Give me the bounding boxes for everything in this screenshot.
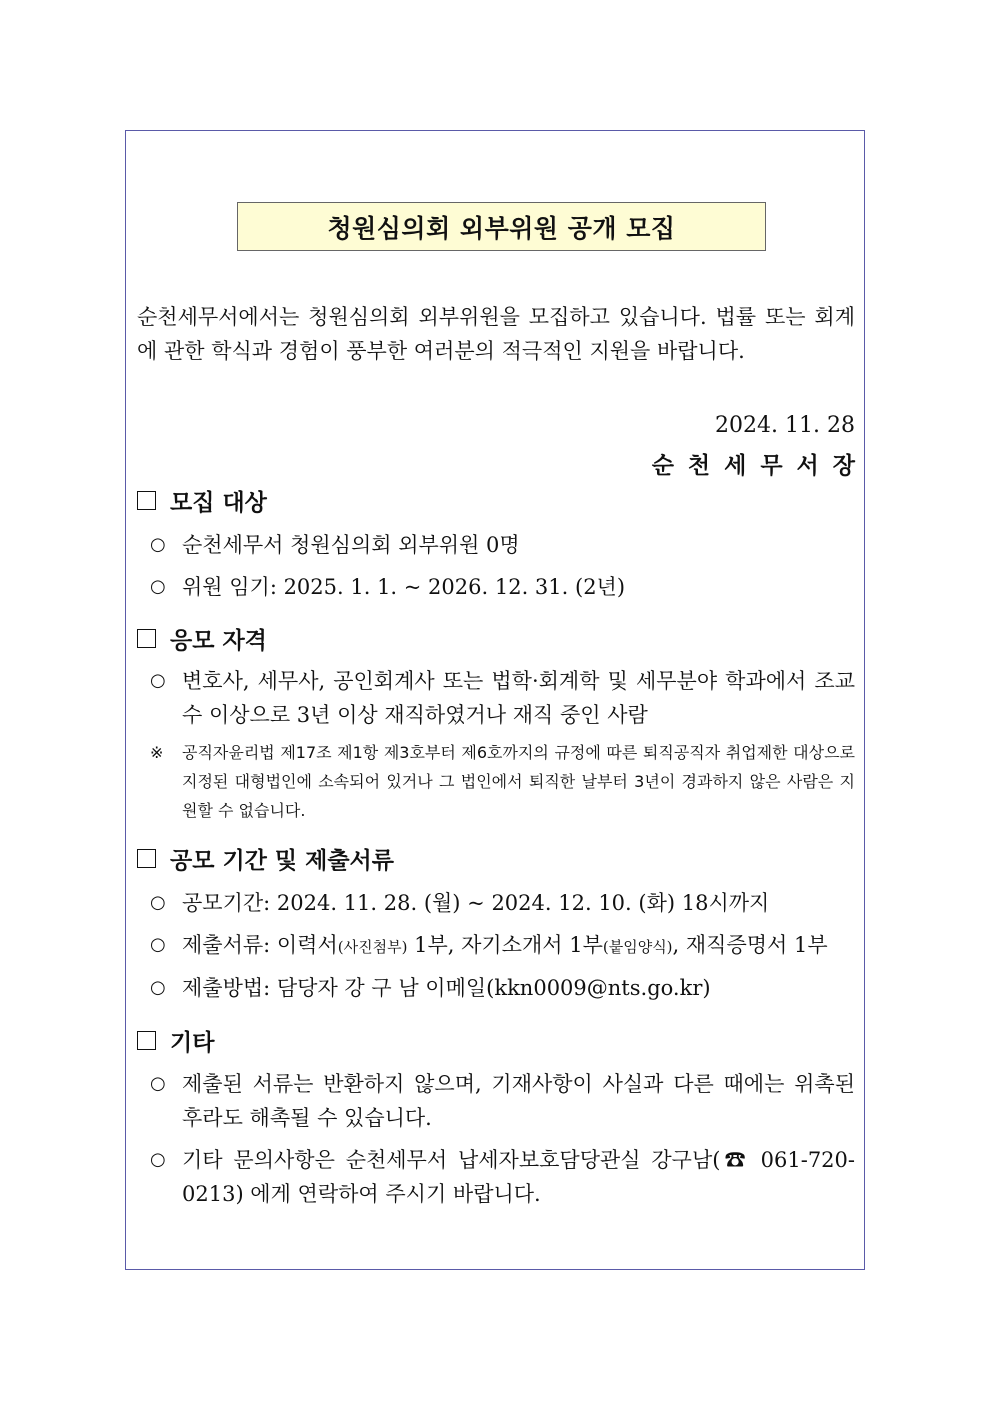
circle-bullet-icon: ○ — [150, 934, 166, 955]
circle-bullet-icon: ○ — [150, 576, 166, 597]
documents-text-a: 제출서류: 이력서 — [182, 933, 338, 957]
circle-bullet-icon: ○ — [150, 977, 166, 998]
circle-bullet-icon: ○ — [150, 1073, 166, 1094]
circle-bullet-icon: ○ — [150, 1149, 166, 1170]
list-item — [150, 1143, 855, 1211]
section-heading-recruitment-target — [137, 484, 267, 517]
list-item — [150, 928, 855, 964]
checkbox-square-icon — [137, 1031, 156, 1050]
list-item — [150, 971, 855, 1005]
issue-date: 2024. 11. 28 — [715, 413, 855, 438]
section-heading-application-period — [137, 842, 394, 875]
list-item — [150, 570, 855, 604]
checkbox-square-icon — [137, 491, 156, 510]
eligibility-note — [150, 738, 855, 825]
intro-paragraph: 순천세무서에서는 청원심의회 외부위원을 모집하고 있습니다. 법률 또는 회계에 관한 학식과 경험이 풍부한 여러분의 적극적인 지원을 바랍니다. — [137, 305, 855, 363]
list-item — [150, 1067, 855, 1135]
section-heading-label: 응모 자격 — [170, 627, 267, 654]
checkbox-square-icon — [137, 629, 156, 648]
documents-text-b: 1부, 자기소개서 1부 — [407, 933, 603, 957]
section-heading-eligibility — [137, 622, 267, 655]
list-item-text: 제출된 서류는 반환하지 않으며, 기재사항이 사실과 다른 때에는 위촉된 후라도 해촉될 수 있습니다. — [182, 1072, 855, 1130]
section-heading-label: 공모 기간 및 제출서류 — [170, 847, 394, 874]
list-item-text: 위원 임기: 2025. 1. 1. ~ 2026. 12. 31. (2년) — [182, 575, 626, 599]
list-item-text: 제출방법: 담당자 강 구 남 이메일(kkn0009@nts.go.kr) — [182, 976, 711, 1000]
list-item — [150, 528, 855, 562]
list-item-text — [182, 928, 855, 964]
reference-mark-icon: ※ — [150, 743, 164, 762]
circle-bullet-icon: ○ — [150, 670, 166, 691]
list-item-text: 순천세무서 청원심의회 외부위원 0명 — [182, 533, 520, 557]
section-heading-label: 기타 — [170, 1029, 215, 1056]
circle-bullet-icon: ○ — [150, 534, 166, 555]
checkbox-square-icon — [137, 849, 156, 868]
list-item-text: 기타 문의사항은 순천세무서 납세자보호담당관실 강구남(☎ 061-720-0213) 에게 연락하여 주시기 바랍니다. — [182, 1148, 855, 1206]
list-item-text: 변호사, 세무사, 공인회계사 또는 법학·회계학 및 세무분야 학과에서 조교수 이상으로 3년 이상 재직하였거나 재직 중인 사람 — [182, 669, 855, 727]
documents-text-c: , 재직증명서 1부 — [672, 933, 828, 957]
document-title: 청원심의회 외부위원 공개 모집 — [237, 202, 766, 251]
documents-note-form: (붙임양식) — [602, 938, 673, 956]
section-heading-other — [137, 1024, 214, 1057]
list-item — [150, 664, 855, 732]
note-text: 공직자윤리법 제17조 제1항 제3호부터 제6호까지의 규정에 따른 퇴직공직자 취업제한 대상으로 지정된 대형법인에 소속되어 있거나 그 법인에서 퇴직한 날부터 3년이 경과하지 않은 사람은 지원할 수 없습니다. — [182, 743, 855, 820]
list-item — [150, 886, 855, 920]
list-item-text: 공모기간: 2024. 11. 28. (월) ~ 2024. 12. 10. (화) 18시까지 — [182, 891, 770, 915]
section-heading-label: 모집 대상 — [170, 489, 267, 516]
documents-note-photo: (사진첨부) — [337, 938, 408, 956]
circle-bullet-icon: ○ — [150, 892, 166, 913]
issuing-office: 순천세무서장 — [651, 452, 869, 479]
